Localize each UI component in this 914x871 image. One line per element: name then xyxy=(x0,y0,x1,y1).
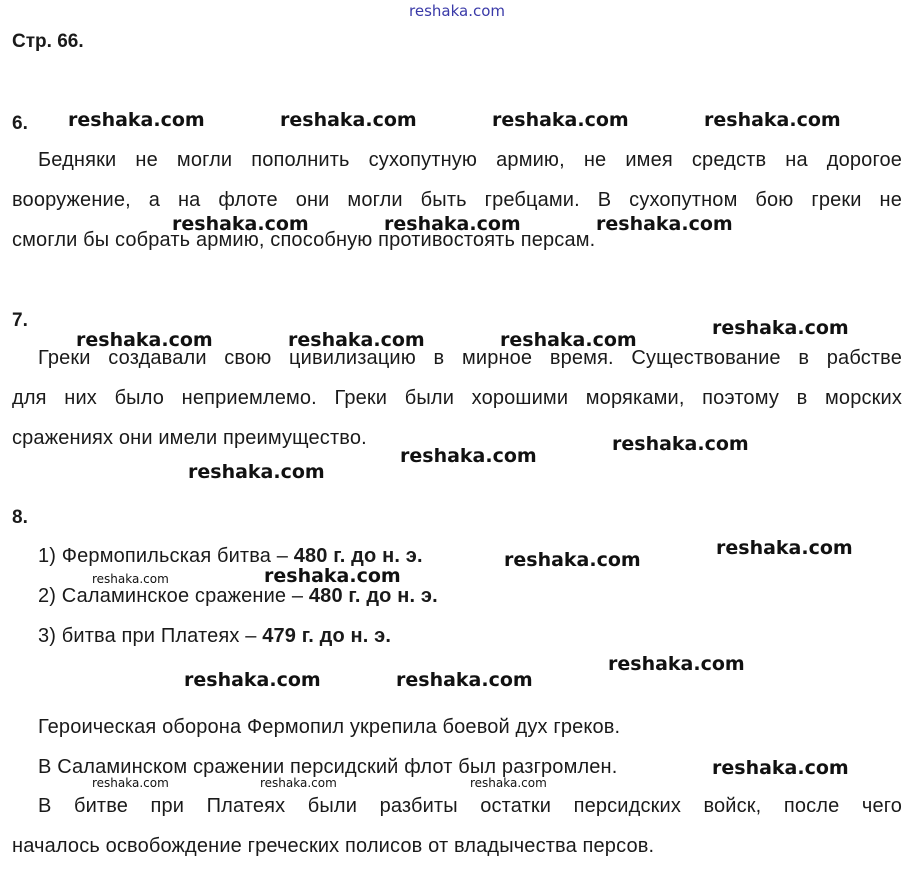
watermark-small: reshaka.com xyxy=(260,776,337,790)
battle-year-3: 479 г. до н. э. xyxy=(262,625,392,647)
task-8-line-3: В битве при Платеях были разбиты остатки персидских войск, после чего xyxy=(38,795,902,817)
task-6-line-1: Бедняки не могли пополнить сухопутную армию, не имея средств на дорогое xyxy=(38,149,902,171)
watermark: reshaka.com xyxy=(712,757,849,779)
watermark: reshaka.com xyxy=(184,669,321,691)
watermark: reshaka.com xyxy=(264,565,401,587)
watermark: reshaka.com xyxy=(716,537,853,559)
battle-item-2 xyxy=(38,586,438,606)
battle-name-2: 2) Саламинское сражение – xyxy=(38,585,309,607)
watermark: reshaka.com xyxy=(288,329,425,351)
task-7-line-2: для них было неприемлемо. Греки были хорошими моряками, поэтому в морских xyxy=(12,387,902,409)
battle-name-1: 1) Фермопильская битва – xyxy=(38,545,294,567)
task-7-number: 7. xyxy=(12,310,28,331)
watermark: reshaka.com xyxy=(500,329,637,351)
watermark: reshaka.com xyxy=(172,213,309,235)
battle-name-3: 3) битва при Платеях – xyxy=(38,625,263,647)
watermark: reshaka.com xyxy=(492,109,629,131)
watermark: reshaka.com xyxy=(396,669,533,691)
page-label: Стр. 66. xyxy=(12,31,84,52)
task-8-line-1: Героическая оборона Фермопил укрепила боевой дух греков. xyxy=(38,716,621,738)
watermark: reshaka.com xyxy=(384,213,521,235)
watermark: reshaka.com xyxy=(704,109,841,131)
watermark-small: reshaka.com xyxy=(470,776,547,790)
top-watermark: reshaka.com xyxy=(409,2,505,20)
watermark: reshaka.com xyxy=(400,445,537,467)
watermark-small: reshaka.com xyxy=(92,776,169,790)
battle-item-3 xyxy=(38,626,391,646)
battle-year-2: 480 г. до н. э. xyxy=(308,585,438,607)
watermark: reshaka.com xyxy=(280,109,417,131)
watermark: reshaka.com xyxy=(712,317,849,339)
battle-item-1 xyxy=(38,546,423,566)
watermark: reshaka.com xyxy=(612,433,749,455)
watermark: reshaka.com xyxy=(596,213,733,235)
watermark-small: reshaka.com xyxy=(92,572,169,586)
task-8-line-4: началось освобождение греческих полисов от владычества персов. xyxy=(12,835,655,857)
task-8-number: 8. xyxy=(12,507,28,528)
task-7-line-3: сражениях они имели преимущество. xyxy=(12,427,367,449)
watermark: reshaka.com xyxy=(188,461,325,483)
battle-year-1: 480 г. до н. э. xyxy=(293,545,423,567)
watermark: reshaka.com xyxy=(76,329,213,351)
task-8-line-2: В Саламинском сражении персидский флот был разгромлен. xyxy=(38,756,618,778)
task-6-line-3: смогли бы собрать армию, способную противостоять персам. xyxy=(12,229,596,251)
task-7-line-1: Греки создавали свою цивилизацию в мирное время. Существование в рабстве xyxy=(38,347,902,369)
watermark: reshaka.com xyxy=(608,653,745,675)
task-6-line-2: вооружение, а на флоте они могли быть гребцами. В сухопутном бою греки не xyxy=(12,189,902,211)
watermark: reshaka.com xyxy=(68,109,205,131)
watermark: reshaka.com xyxy=(504,549,641,571)
task-6-number: 6. xyxy=(12,113,28,134)
